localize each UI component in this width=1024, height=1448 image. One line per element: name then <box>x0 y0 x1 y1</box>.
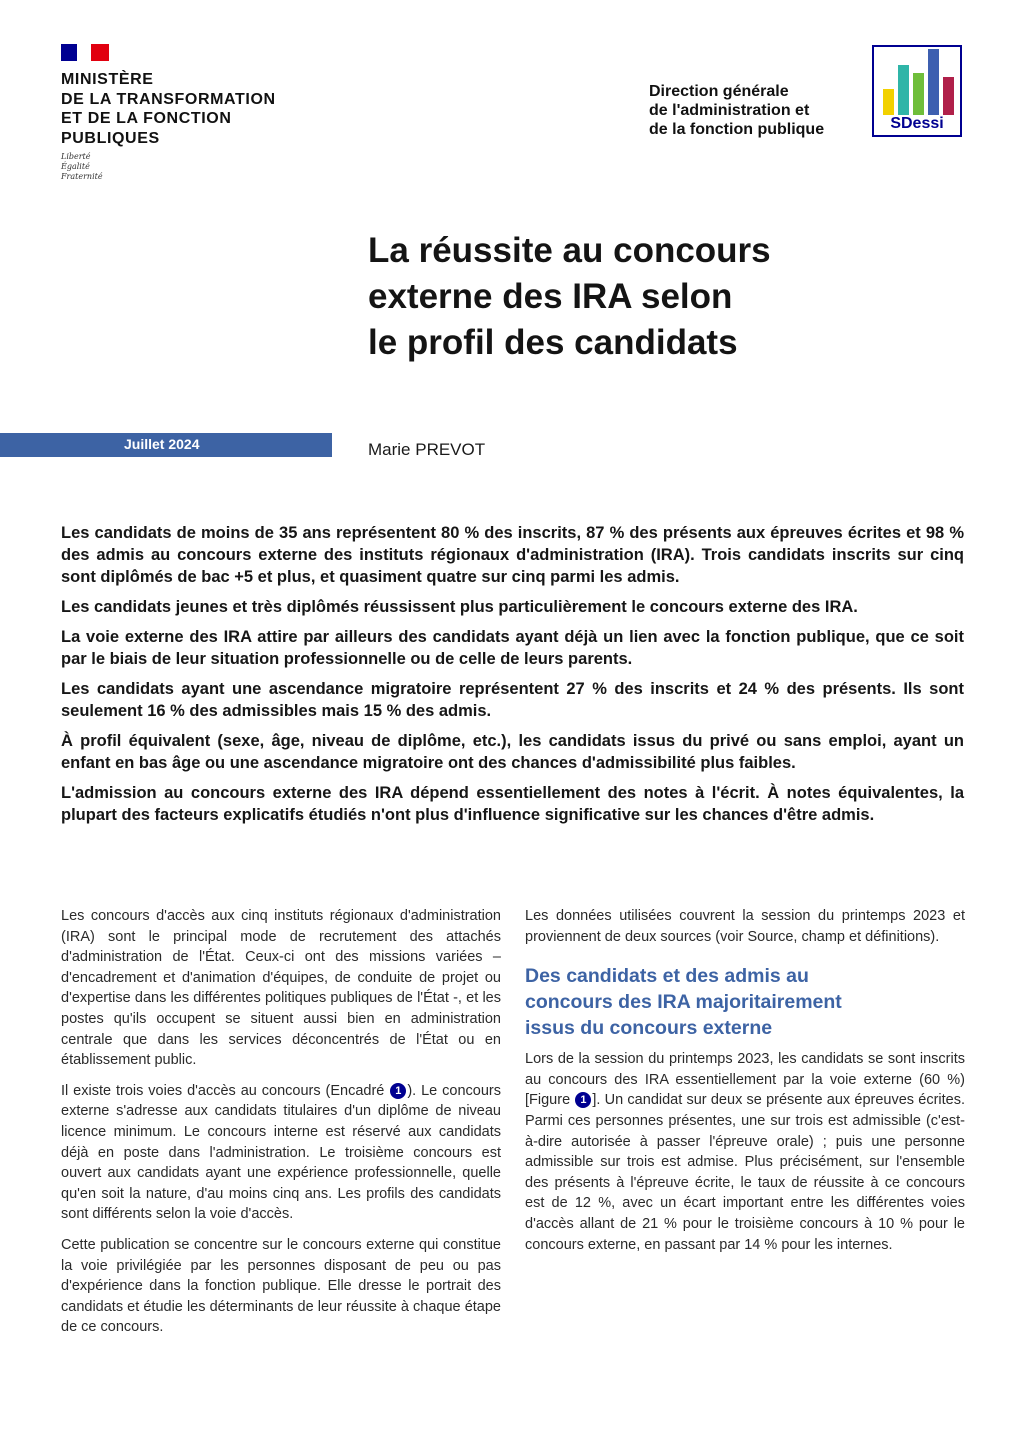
logo-bar <box>883 89 894 115</box>
logo-bar <box>913 73 924 115</box>
logo-bar <box>943 77 954 115</box>
logo-bar <box>898 65 909 115</box>
title-line: externe des IRA selon <box>368 277 733 316</box>
motto-line: Fraternité <box>61 172 103 181</box>
body-paragraph: Les données utilisées couvrent la session du printemps 2023 et proviennent de deux sources (voir Source, champ et définitions). <box>525 908 965 945</box>
sdessi-label: SDessi <box>890 115 944 132</box>
box-reference-icon[interactable]: 1 <box>390 1083 406 1099</box>
date-banner <box>0 433 332 457</box>
body-paragraph: Les concours d'accès aux cinq instituts régionaux d'administration (IRA) sont le principal mode de recrutement des attachés d'administration de l'État. Ceux-ci ont des missions variées – d'encadrement et d'animation d'équipes, de conduite de projet ou d'expertise dans les différentes politiques publiques de l'État -, et les postes qu'ils occupent se situent aussi bien en administration centrale que dans les services déconcentrés de l'État ou en établissement public. <box>61 908 501 1069</box>
republic-motto <box>61 152 103 182</box>
abstract-paragraph: Les candidats ayant une ascendance migratoire représentent 27 % des inscrits et 24 % des présents. Ils sont seulement 16 % des admissibles mais 15 % des admis. <box>61 680 964 720</box>
title-line: le profil des candidats <box>368 323 738 362</box>
sdessi-logo <box>872 45 962 137</box>
left-column <box>61 906 501 1348</box>
title-line: La réussite au concours <box>368 231 771 270</box>
abstract-paragraph: La voie externe des IRA attire par ailleurs des candidats ayant déjà un lien avec la fonction publique, que ce soit par le biais de leur situation professionnelle ou de celle de leurs parents. <box>61 628 964 668</box>
ministry-name <box>61 70 276 148</box>
section-heading <box>525 963 965 1041</box>
paragraph-text: Lors de la session du printemps 2023, les candidats se sont inscrits au concours des IRA essentiellement par la voie externe (60 %) [Figure <box>525 1051 965 1109</box>
body-paragraph: Cette publication se concentre sur le concours externe qui constitue la voie privilégiée par les personnes disposant de peu ou pas d'expérience dans la fonction publique. Elle dresse le portrait des candidats et étudie les déterminants de leur réussite à chaque étape de ce concours. <box>61 1236 501 1336</box>
paragraph-text: ). Le concours externe s'adresse aux candidats titulaires d'un diplôme de niveau licence minimum. Le concours interne est réservé aux candidats déjà en poste dans l'administration. Le troisième concours est ouvert aux candidats ayant une expérience professionnelle, quelle qu'en soit la nature, d'au moins cinq ans. Les profils des candidats sont différents selon la voie d'accès. <box>61 1082 501 1223</box>
heading-line: concours des IRA majoritairement <box>525 991 842 1014</box>
abstract-paragraph: À profil équivalent (sexe, âge, niveau de diplôme, etc.), les candidats issus du privé ou sans emploi, ayant un enfant en bas âge ou une ascendance migratoire ont des chances d'admissibilité plus faibles. <box>61 732 964 772</box>
abstract <box>61 522 964 834</box>
logo-bar <box>928 49 939 115</box>
author-name: Marie PREVOT <box>368 440 486 459</box>
figure-reference-icon[interactable]: 1 <box>575 1092 591 1108</box>
abstract-paragraph: Les candidats de moins de 35 ans représentent 80 % des inscrits, 87 % des présents aux épreuves écrites et 98 % des admis au concours externe des instituts régionaux d'administration (IRA). Trois candidats inscrits sur cinq sont diplômés de bac +5 et plus, et quasiment quatre sur cinq parmi les admis. <box>61 524 964 586</box>
ministry-line: ET DE LA FONCTION <box>61 110 232 127</box>
directorate-name <box>649 82 824 139</box>
paragraph-text: Il existe trois voies d'accès au concours (Encadré <box>61 1082 390 1099</box>
abstract-paragraph: Les candidats jeunes et très diplômés réussissent plus particulièrement le concours externe des IRA. <box>61 598 858 616</box>
body-paragraph <box>525 1049 965 1255</box>
heading-line: Des candidats et des admis au <box>525 965 809 988</box>
motto-line: Égalité <box>61 162 90 171</box>
right-column <box>525 906 965 1265</box>
body-paragraph <box>61 1081 501 1225</box>
directorate-line: de la fonction publique <box>649 121 825 138</box>
republic-flag-icon <box>61 44 109 61</box>
abstract-paragraph: L'admission au concours externe des IRA dépend essentiellement des notes à l'écrit. À notes équivalentes, la plupart des facteurs explicatifs étudiés n'ont plus d'influence significative sur les chances d'être admis. <box>61 784 964 824</box>
document-title <box>368 228 928 366</box>
directorate-line: de l'administration et <box>649 102 810 119</box>
publication-date: Juillet 2024 <box>124 436 200 452</box>
ministry-line: MINISTÈRE <box>61 71 154 88</box>
ministry-line: PUBLIQUES <box>61 129 160 147</box>
heading-line: issus du concours externe <box>525 1017 773 1040</box>
ministry-line: DE LA TRANSFORMATION <box>61 90 276 108</box>
paragraph-text: ]. Un candidat sur deux se présente aux épreuves écrites. Parmi ces personnes présentes, une sur trois est admissible (c'est-à-dire autorisée à passer l'épreuve orale) ; puis une personne admissible sur trois est admise. Plus précisément, sur l'ensemble des présents à l'épreuve écrite, le taux de réussite à ce concours est de 12 %, avec un écart important entre les différentes voies d'accès allant de 21 % pour le troisième concours à 10 % pour le concours externe, en passant par 14 % pour les internes. <box>525 1092 965 1253</box>
motto-line: Liberté <box>61 152 91 161</box>
directorate-line: Direction générale <box>649 83 789 100</box>
